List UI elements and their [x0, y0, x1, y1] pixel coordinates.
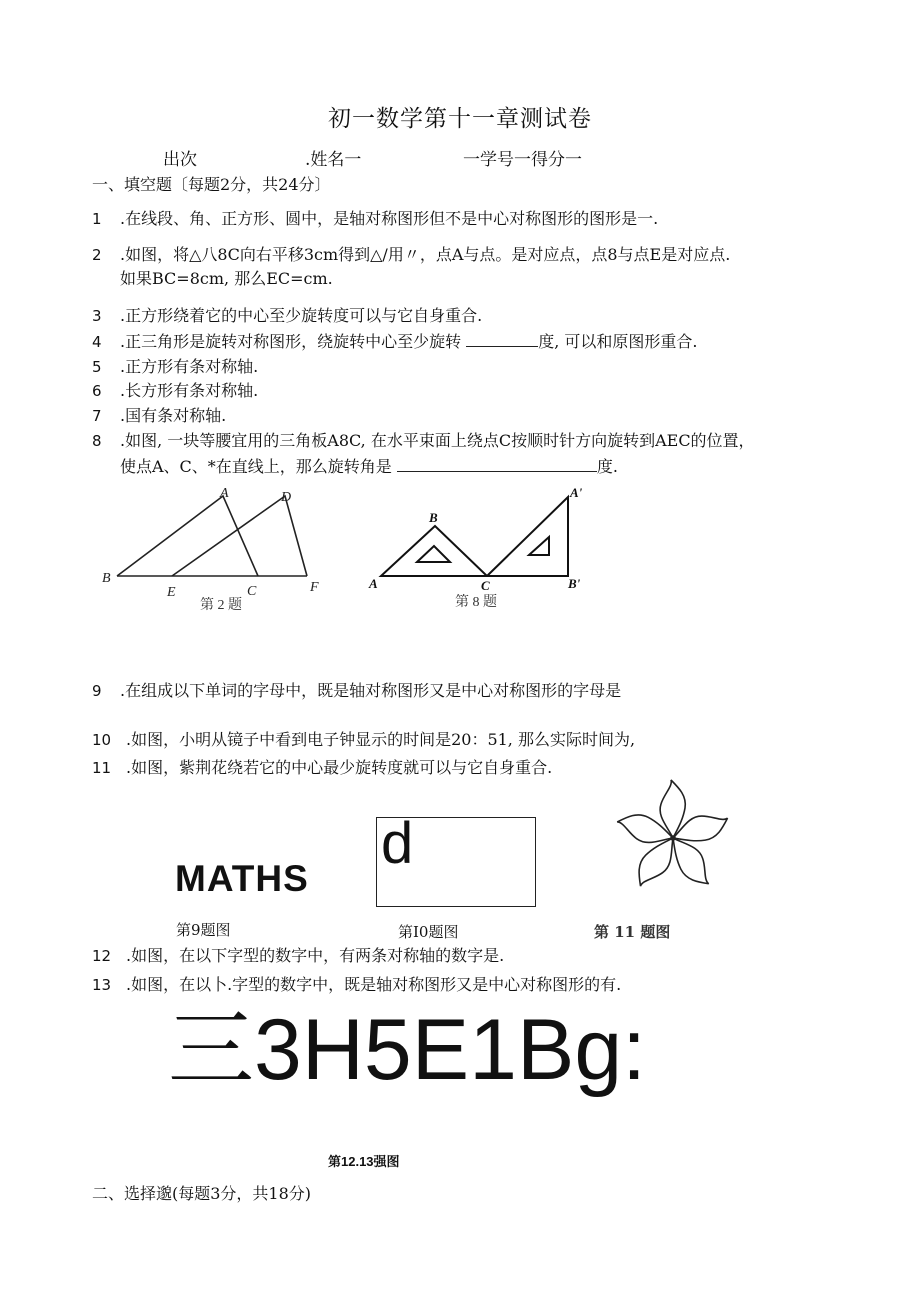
question-text: .在组成以下单词的字母中，既是轴对称图形又是中心对称图形的字母是 — [120, 681, 622, 700]
question-number: 3 — [92, 307, 102, 325]
question-text-end: 度, 可以和原图形重合. — [538, 332, 698, 351]
question-number: 6 — [92, 382, 102, 400]
question-2-line-2: 如果BC=8cm, 那么EC=cm. — [120, 269, 333, 288]
figure-caption: 第12.13强图 — [328, 1154, 400, 1169]
section-2-heading: 二、选择邈(每题3分，共18分) — [92, 1184, 312, 1203]
point-label: E — [167, 585, 176, 600]
point-label: A — [220, 486, 229, 501]
question-text: .正方形绕着它的中心至少旋转度可以与它自身重合. — [120, 306, 483, 325]
question-text: .如图，小明从镜子中看到电子钟显示的时间是20：51, 那么实际时间为, — [126, 730, 636, 749]
question-8 — [92, 430, 755, 452]
word-maths: MATHS — [175, 858, 309, 899]
name-label: .姓名一 — [305, 150, 362, 170]
question-number: 8 — [92, 432, 102, 450]
answer-blank[interactable] — [466, 332, 538, 347]
question-3 — [92, 305, 482, 327]
question-11 — [92, 757, 552, 779]
question-1 — [92, 208, 658, 230]
question-text-end: 度. — [596, 457, 618, 476]
question-number: 5 — [92, 358, 102, 376]
question-number: 2 — [92, 246, 102, 264]
figure-q8 — [365, 482, 595, 618]
question-2 — [92, 244, 730, 266]
point-label: A' — [570, 485, 583, 500]
question-number: 13 — [92, 976, 112, 994]
question-number: 12 — [92, 947, 112, 965]
question-number: 10 — [92, 731, 112, 749]
point-label: F — [310, 580, 319, 595]
point-label: D — [281, 490, 292, 505]
figure-caption: 第 2 题 — [200, 598, 242, 613]
question-text: .国有条对称轴. — [120, 406, 227, 425]
section-1-heading: 一、填空题〔每题2分，共24分〕 — [92, 175, 331, 194]
question-12 — [92, 945, 504, 967]
figure-caption: 第I0题图 — [398, 923, 459, 941]
page-title: 初一数学第十一章测试卷 — [328, 106, 592, 132]
point-label: C — [247, 584, 257, 599]
figure-caption: 第 11 题图 — [594, 923, 671, 941]
point-label: B — [429, 510, 438, 525]
question-number: 9 — [92, 682, 102, 700]
question-10 — [92, 729, 635, 751]
class-label: 出次 — [163, 150, 197, 170]
question-text: .正方形有条对称轴. — [120, 357, 259, 376]
figure-caption: 第 8 题 — [455, 595, 497, 610]
digit-strip: 三3H5E1Bg: — [168, 1002, 647, 1098]
question-5 — [92, 356, 258, 378]
id-score-label: 一学号一得分一 — [463, 150, 582, 170]
point-label: B' — [568, 576, 581, 591]
answer-blank[interactable] — [397, 457, 597, 472]
bauhinia-flower-icon — [608, 778, 738, 900]
question-text: .如图, 一块等腰宜用的三角板A8C, 在水平束面上绕点C按顺时针方向旋转到AEC的位置， — [120, 431, 755, 450]
question-4 — [92, 331, 697, 353]
question-8-line-2 — [120, 456, 618, 478]
question-text: .长方形有条对称轴. — [120, 381, 259, 400]
point-label: B — [102, 571, 111, 586]
figure-caption: 第9题图 — [176, 921, 231, 939]
question-text: 使点A、C、*在直线上，那么旋转角是 — [120, 457, 392, 476]
point-label: A — [369, 576, 378, 591]
question-number: 7 — [92, 407, 102, 425]
question-number: 1 — [92, 210, 102, 228]
clock-display — [376, 811, 536, 907]
figure-q2 — [95, 482, 335, 618]
question-number: 4 — [92, 333, 102, 351]
question-7 — [92, 405, 226, 427]
clock-digit: d — [381, 811, 414, 876]
question-number: 11 — [92, 759, 112, 777]
question-text: .如图，在以下字型的数字中，有两条对称轴的数字是. — [126, 946, 505, 965]
question-text: .在线段、角、正方形、圆中，是轴对称图形但不是中心对称图形的图形是一. — [120, 209, 659, 228]
question-text: .正三角形是旋转对称图形，绕旋转中心至少旋转 — [120, 332, 462, 351]
question-13 — [92, 974, 621, 996]
question-6 — [92, 380, 258, 402]
point-label: C — [481, 578, 490, 593]
question-text: .如图，紫荆花绕若它的中心最少旋转度就可以与它自身重合. — [126, 758, 553, 777]
question-text: .如图，在以卜.字型的数字中，既是轴对称图形又是中心对称图形的有. — [126, 975, 622, 994]
question-9 — [92, 680, 621, 702]
question-text: .如图，将△八8C向右平移3cm得到△/用〃，点A与点。是对应点，点8与点E是对应点. — [120, 245, 731, 264]
